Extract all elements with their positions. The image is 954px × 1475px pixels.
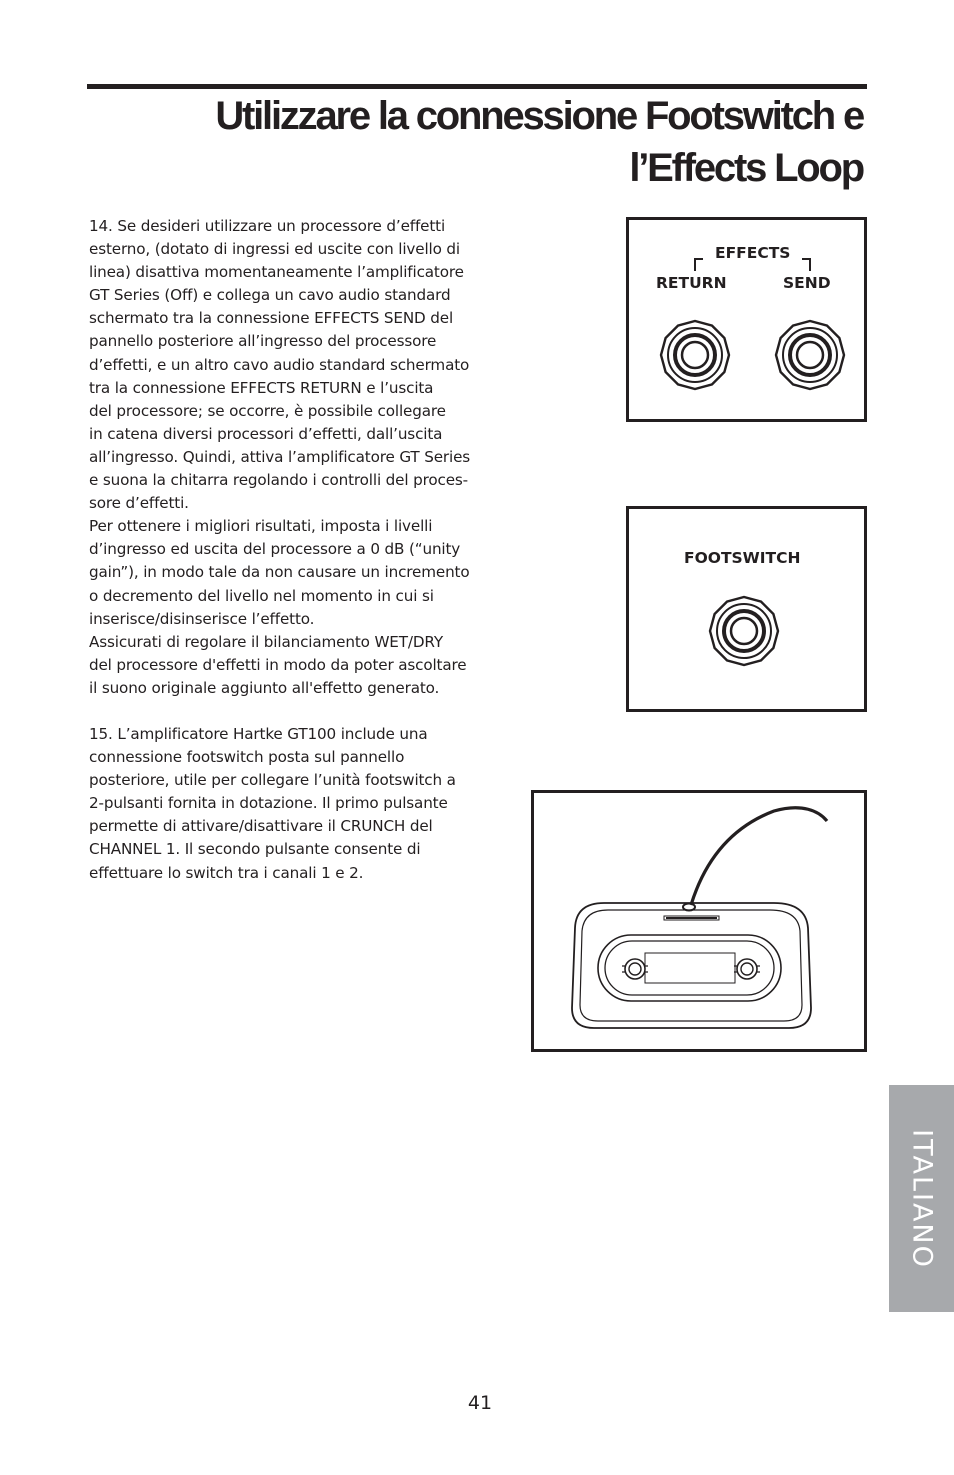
effects-jack-panel <box>626 217 867 422</box>
send-label: SEND <box>783 274 831 292</box>
language-tab <box>889 1085 954 1312</box>
footswitch-jack-illustration <box>629 509 864 709</box>
body-text <box>89 215 509 885</box>
send-jack-icon <box>776 321 844 389</box>
paragraph-14-levels: Per ottenere i migliori risultati, imposta i livelli d’ingresso ed uscita del processore a 0 dB (“unity gain”), in modo tale da non causare un incremento o decremento del livello nel momento in cui si inserisce/disinserisce l’effetto. <box>89 517 470 628</box>
footswitch-unit-illustration <box>534 793 864 1049</box>
footswitch-unit-panel <box>531 790 867 1052</box>
footswitch-button-1-icon <box>622 959 648 979</box>
footswitch-jack-panel <box>626 506 867 712</box>
return-label: RETURN <box>656 274 727 292</box>
paragraph-14-wet-dry: Assicurati di regolare il bilanciamento WET/DRY del processore d'effetti in modo da poter ascoltare il suono originale aggiunto all'effetto generato. <box>89 632 467 697</box>
footswitch-label: FOOTSWITCH <box>684 549 801 567</box>
page-title-line-1: Utilizzare la connessione Footswitch e <box>215 94 863 138</box>
return-jack-icon <box>661 321 729 389</box>
language-tab-label: ITALIANO <box>906 1128 937 1269</box>
paragraph-14: 14. Se desideri utilizzare un processore d’effetti esterno, (dotato di ingressi ed uscite con livello di linea) disattiva momentaneamente l’amplificatore GT Series (Off) e collega un cavo audio standard schermato tra la connessione EFFECTS SEND del pannello posteriore all’ingresso del processore d’effetti, e un altro cavo audio standard schermato tra la connessione EFFECTS RETURN e l’uscita del processore; se occorre, è possibile collegare in catena diversi processori d’effetti, dall’uscita all’ingresso. Quindi, attiva l’amplificatore GT Series e suona la chitarra regolando i controlli del proces- sore d’effetti. <box>89 217 471 513</box>
effects-group-label: EFFECTS <box>715 244 791 262</box>
footswitch-button-2-icon <box>734 959 760 979</box>
footswitch-jack-icon <box>710 597 778 665</box>
paragraph-15: 15. L’amplificatore Hartke GT100 include una connessione footswitch posta sul pannello posteriore, utile per collegare l’unità footswitch a 2-pulsanti fornita in dotazione. Il primo pulsante permette di attivare/disattivare il CRUNCH del CHANNEL 1. Il secondo pulsante consente di effettuare lo switch tra i canali 1 e 2. <box>89 724 456 882</box>
page-title <box>87 90 863 194</box>
footswitch-cable-icon <box>691 808 827 905</box>
title-rule <box>87 84 867 89</box>
page-title-line-2: l’Effects Loop <box>629 146 863 190</box>
page-number: 41 <box>467 1392 493 1414</box>
